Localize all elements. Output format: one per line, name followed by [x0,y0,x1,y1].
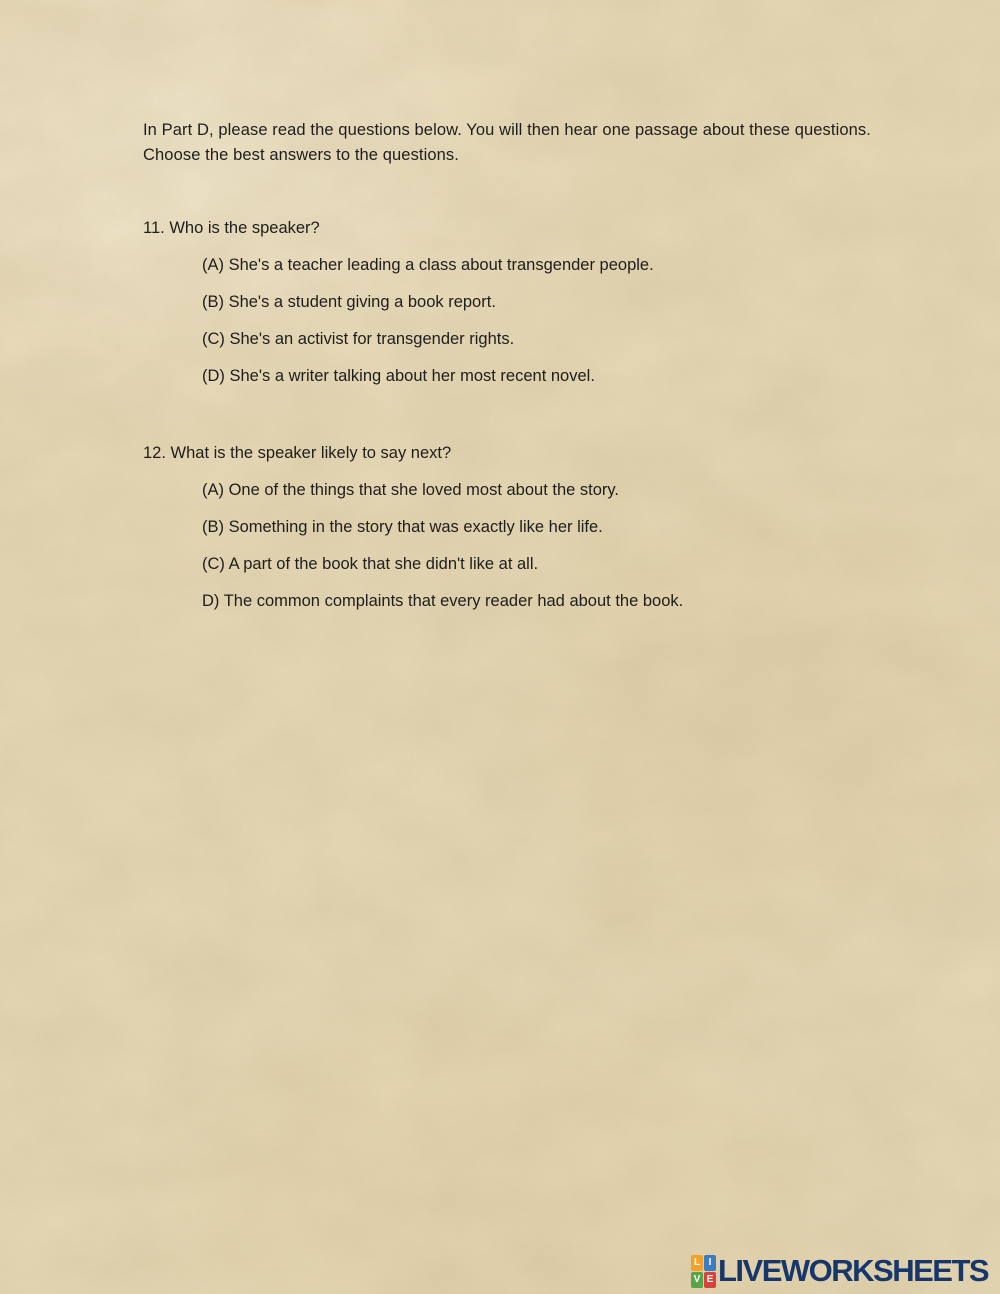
question-11-number: 11. [143,219,165,237]
question-11-option-b[interactable]: (B) She's a student giving a book report. [202,293,496,311]
question-12-text [143,443,921,464]
question-12-option-a[interactable]: (A) One of the things that she loved most about the story. [202,481,620,499]
question-11-option-d[interactable]: (D) She's a writer talking about her most recent novel. [202,367,595,385]
question-12-option-b[interactable]: (B) Something in the story that was exactly like her life. [202,518,603,536]
logo-tile-v: V [691,1272,703,1288]
question-11-option-a[interactable]: (A) She's a teacher leading a class about transgender people. [202,256,654,274]
instructions-text: In Part D, please read the questions below. You will then hear one passage about these questions. Choose the best answers to the questions. [143,121,871,164]
liveworksheets-tiles-icon [691,1255,716,1288]
question-12-option-d[interactable]: D) The common complaints that every reader had about the book. [202,592,684,610]
worksheet-content [143,118,921,612]
logo-tile-i: I [704,1255,716,1271]
question-11 [143,218,921,387]
logo-tile-e: E [704,1272,716,1288]
question-11-prompt: Who is the speaker? [169,219,320,237]
question-12-option-c[interactable]: (C) A part of the book that she didn't like at all. [202,555,539,573]
question-12-prompt: What is the speaker likely to say next? [170,444,452,462]
question-11-option-c[interactable]: (C) She's an activist for transgender rights. [202,330,515,348]
question-11-text [143,218,921,239]
logo-tile-l: L [691,1255,703,1271]
question-12 [143,443,921,612]
liveworksheets-logo[interactable] [691,1251,988,1291]
liveworksheets-wordmark: LIVEWORKSHEETS [718,1253,989,1288]
question-12-number: 12. [143,444,166,462]
